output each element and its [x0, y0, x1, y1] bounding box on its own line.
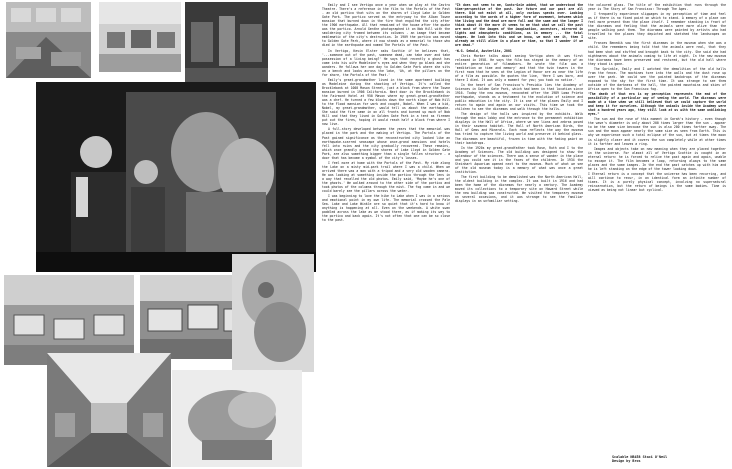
paragraph: I was beginning to love the hike to Lake when I was in a serious and emotional point in my own life. The memorial crossed the Pale Sea. Lake and Lake Winkle are so quiet that it's hard to know if anything is happening at all. Even on the weekends. A white swan paddled across the lake as we stood there, as if making its way to the portico and back again. It's not often that one can be so close to the past. [322, 194, 450, 223]
paragraph: Frances Benedik saw the first dioramas in the museum when she was a child. She remembers being told that the animals were real, that they had been shot and stuffed and brought back to the city. She said she had nightmares about the animals coming to life at night. In the new museum the dioramas have been preserved and restored, but the old hall where they stood is gone. [588, 41, 726, 66]
text-column-1 [322, 3, 450, 465]
photo-display-cases-left [4, 275, 134, 365]
photo-long-museum-hall-bottom [47, 353, 171, 467]
photo-vitrine-hall-top-left [6, 2, 91, 78]
paragraph: The sun and the rose of this moment in Sarah's history - even though the wave's diameter is only about 200 times larger than the sun - appear to be the same size because the sun is also 200 times farther away. The sun and the moon appear nearly the same size as seen from Earth. This is why we experience such a total eclipse of the sun, but at times the moon is slightly closer and it covers the sun completely while at other times it is farther and leaves a ring. [588, 117, 726, 146]
paragraph: Emily and I see Vertigo once a year when we play at the Castro Theatre. There's a reference in the film to the Portals of the Past - an old portico that sits on the shores of Lloyd Lake in Golden Gate Park. The portico served as the entryway to the Alban Towne mansion that burned down in the fire that engulfed the city after the 1906 earthquake. All that remained of the house after the quake was the portico. Arnold Genthe photographed it on Nob Hill with the smoldering city framed between its columns - an image that became emblematic of the city's destruction. In 1909 the portico was moved to Golden Gate Park, where it now stands as a memorial to those who died in the earthquake and named The Portals of the Past. [322, 3, 450, 48]
paragraph: -W.G. Sebald, Austerlitz, 2001 [455, 48, 512, 53]
text-column-2 [455, 3, 583, 465]
paragraph: I feel more at home with the Portals of the Past. My ride along the Lake on a misty mid-park trail where I was a child. When we arrived there was a man with a tripod and a very old wooden camera. He was looking at something inside the portico through the lens in a way that recalled the old photos. Emily said, 'Maybe he's one of the ghosts.' We walked around to the other side of the portico and took photos of the columns through the mist. The fog came in and we could barely see the pillars across the water. [322, 160, 450, 194]
paragraph: "It does not seem to me, Santo-Ozie added, that we understood the time-perspective of the past. Our future and our past are all there. Did not exist at all, only various specks over. Looking according to the words of a higher form of movement, between which the living and the dead are more full and the same and the longer I think about it the more it seems to me that what we call the past are most of the images of the imagination, ancestors, mirrored in lights and atmospheric conditions, as in memory ... the fatal shapes. We look into this and we know, we must see it, then I already am still alive in a place or time, so that I wonder if we are dead." [455, 3, 583, 48]
paragraph: I Eternal return is a concept that the universe has been recurring, and will continue to recur, in an identical form an infinite number of times. It is a purely physical concept, involving no supernatural reincarnation, but the return of beings in the same bodies. Time is viewed as being not linear but cyclical. [588, 171, 726, 193]
photo-museum-gallery-top-middle [99, 2, 181, 72]
text-column-3 [588, 3, 726, 455]
paragraph: A full-story developed between the years that the memorial was placed in the park and the making of Vertigo. The Portals of the Past gained significance as the reconstructed city looked like an earthquake-scarred seascape whose once-grand mansions and hotels fell into ruins and the city gradually recovered. These remains, which once grandly graced the shores of Lake Lloyd in Golden Gate Park, are also something bigger than a single fallen structure - a door that has become a symbol of the city's losses. [322, 127, 450, 160]
credits-line-2: Design by Bros [612, 459, 641, 464]
paragraph: Images and objects take on new meaning when they are placed together in the universe. For almost all of Vertigo Scottie is caught in an eternal return: he is forced to relive the past again and again, unable to escape it. The film becomes a loop, returning always to the same places and the same images. In the end the past catches up with him and he is left standing on the edge of the tower looking down. [588, 146, 726, 171]
paragraph: I frequently experience slippages in my perception of time and feel as if there is no fixed point on which to stand. A memory of a place can feel more present than the place itself. I remember standing in front of the dioramas and feeling that the animals were more alive than the people walking past them. The dioramas were painted by artists who had travelled to the places they depicted and sketched the landscapes on site. [588, 12, 726, 41]
photo-stone-relief-sculpture [232, 254, 314, 372]
credits [612, 455, 667, 464]
paragraph: The Sprinkle, Emily and I watched the demolition of the old halls from the fence. The machines tore into the walls and the dust rose up over the park. We could see the painted backdrops of the dioramas exposed to the sky for the first time. It was strange to see them outside of the darkness of the hall, the painted mountains and skies of Africa open to the San Francisco fog. [588, 66, 726, 91]
paragraph: The design of the halls was inspired by the exhibits. Walk through the main lobby and the entrance to the permanent exhibition displays in the Hall of Africa, where we see lions and zebras posed in their savanna habitat. The Hall of North American Birds, the Hall of Gems and Minerals. Each room reflects the way the museum has tried to capture the living world and preserve it behind glass. The dioramas are beautiful, frozen in time with the fading paint on their backdrops. [455, 112, 583, 145]
photo-dark-hall-top-right [185, 2, 268, 88]
paragraph: In the 1920s my great-grandfather took Rose, Ruth and I to the Academy of Sciences. The old building was designed to show the splendour of the sciences. There was a sense of wonder in the place and you could see it in the faces of the children. In 1934 the Steinhart Aquarium opened next to the museum. Much of what we see of the old museum today is a memory of what was once a great institution. [455, 145, 583, 174]
paragraph: the coloured glass. The title of the exhibition that runs through the year is The Story of San Francisco: Through The Ages. [588, 3, 726, 12]
paragraph: In Vertigo, Kevin Elster asks Scottie if he believes that, '...someone out of the past, someone dead, can take over and take possession of a living being?' He says that recently a ghost has come into his wife Madeleine's eyes and when they go blank and she wanders. He follows her one day to Golden Gate Park where she sits on a bench and looks across the lake, 'Ah, at the pillars on the far shore, the Portals of the Past.' [322, 48, 450, 77]
paragraph: Emily's great-grandmother lived in the same apartment building as Madeleine during the shooting of Vertigo. It's called the Brocklebank at 1000 Mason Street, just a block from where the Towne mansion burned in 1906 California. Next door is the Brocklebank is the Fairmont Hotel at 950 Mason where my great-great-grandfather was a chef. He turned a few blocks down the north slope of Nob Hill to the Flood mansion for work and caught, Nobel. When I was a kid, Nobel, my great-grandmother, would tell us about the earthquake. She said the fire came in on all fronts and burned up much of Nob Hill and that they lived in Golden Gate Park in a tent as firemen put out the fires, hoping it would reach half a block from where I now live. [322, 77, 450, 127]
photo-visitors-diorama-center [36, 82, 316, 272]
credits-line-1: Scalable NB458 Staci O'Neil [612, 455, 668, 459]
paragraph: In the heart of San Francisco's Presidio lies the Academy of Sciences in Golden Gate Park, which had been in that location since 1916. Today the new museum, renovated after the 1989 Loma Prieta earthquake, stands as a testament to the evolution of science and public education in the city. It is one of the places Emily and I return to again and again on our visits. This time we took the children to see the dioramas and walk through the halls. [455, 82, 583, 112]
paragraph: Chris Marker talks about seeing Vertigo when it was first released in 1958. He says the film has stayed in the memory of an entire generation of filmmakers. He wrote the film was a 'meditation on time and memory' and that the twin towers in the first room that he sees at the Legion of Honor are as near the life of a film as possible. He quotes the line, 'Here I was born, and there I died. It was only a moment for you; you took no notice.' [455, 53, 583, 82]
paragraph: The first building to be demolished was the North American Hall, the oldest building in the complex. It was built in 1916 and had been the home of the dioramas for nearly a century. The Academy moved its collections to a temporary site on Howard Street while the new building was constructed. We visited the temporary museum on several occasions, and it was strange to see the familiar displays in an unfamiliar setting. [455, 174, 583, 204]
paragraph: "The death of that era is my perception represents the end of the possibility of a particular way of seeing the world. The dioramas were made at a time when we still believed that we could capture the world and keep it for ourselves. Although the animals inside the Academy were shot a hundred years ago, they still look at us with the same unblinking eyes." [588, 91, 726, 117]
photo-stuffed-animal-diorama-bottom [172, 370, 302, 467]
